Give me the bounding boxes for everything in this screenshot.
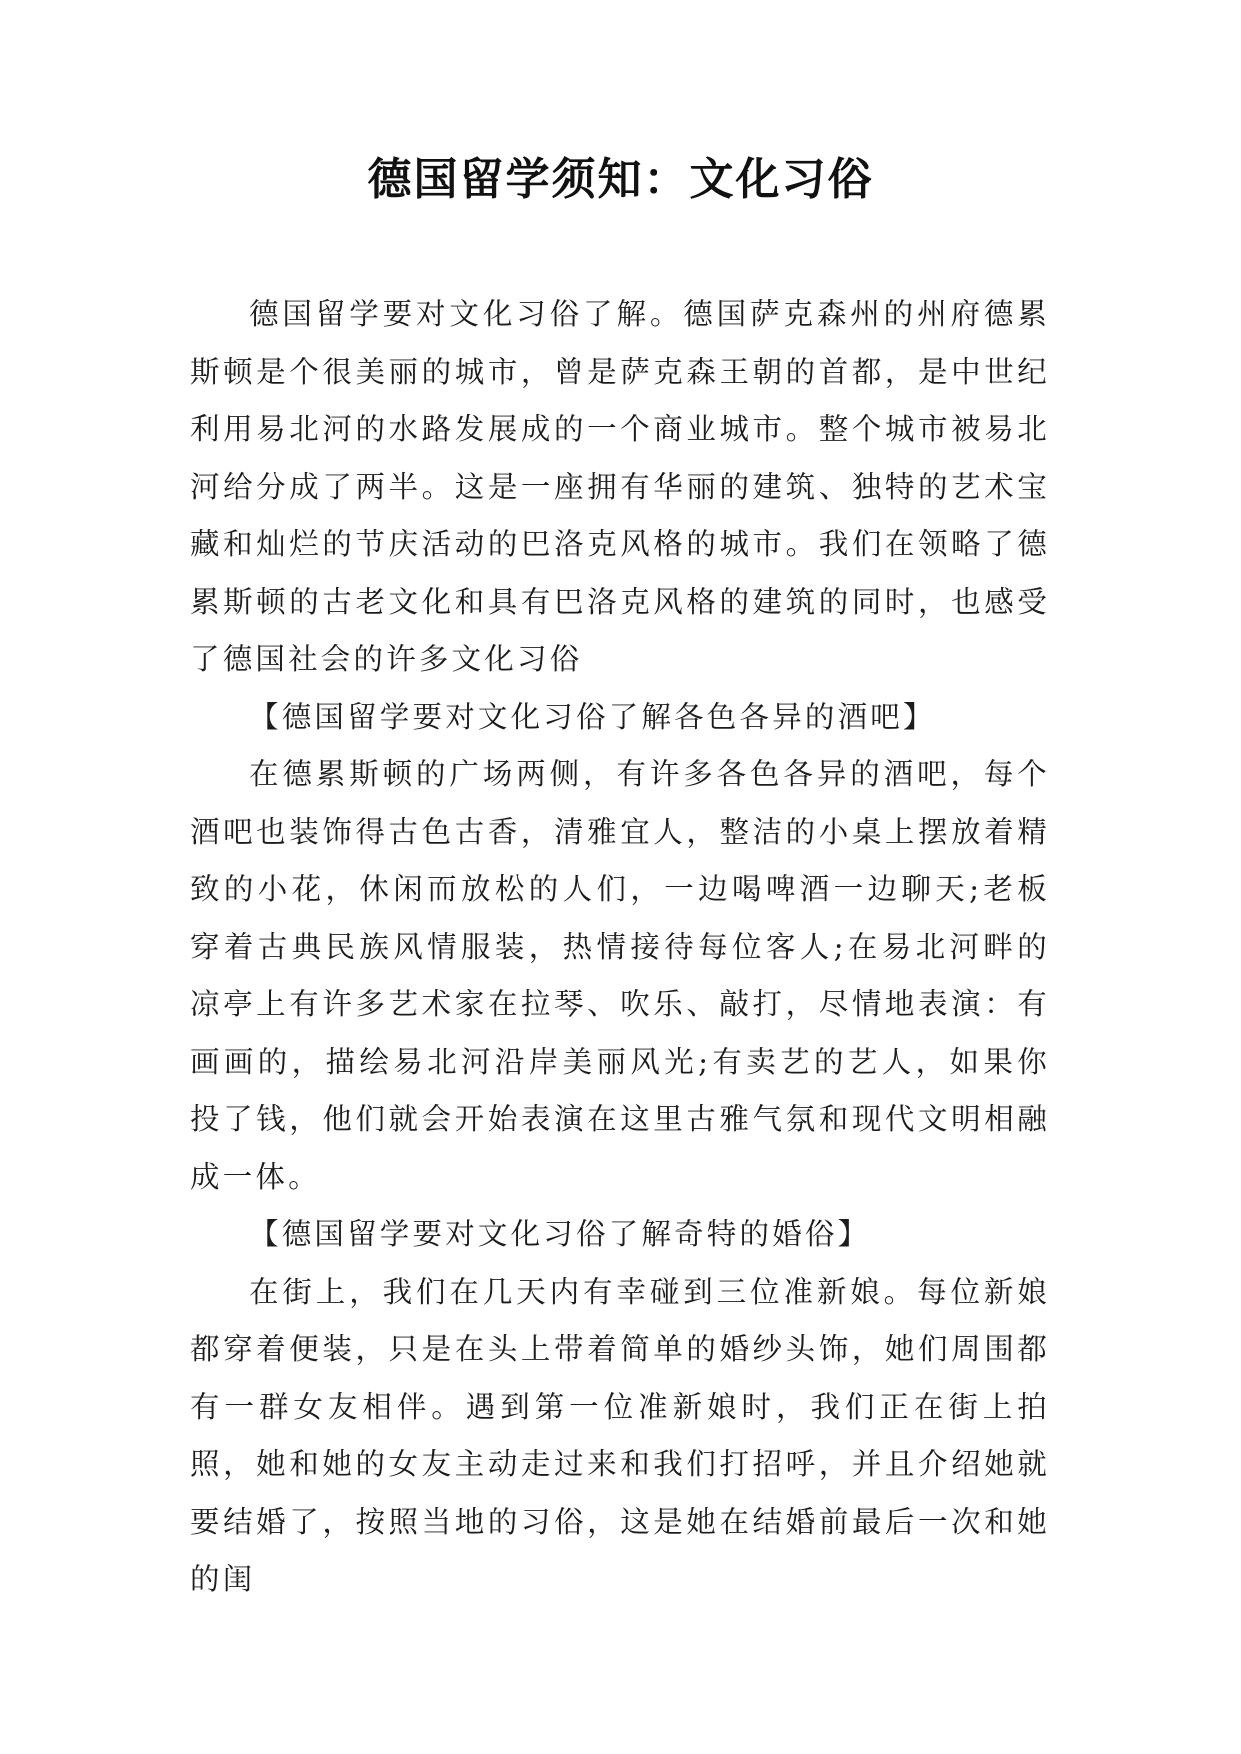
paragraph-intro: 德国留学要对文化习俗了解。德国萨克森州的州府德累斯顿是个很美丽的城市，曾是萨克森王朝的首都，是中世纪利用易北河的水路发展成的一个商业城市。整个城市被易北河给分成了两半。这是一座拥有华丽的建筑、独特的艺术宝藏和灿烂的节庆活动的巴洛克风格的城市。我们在领略了德累斯顿的古老文化和具有巴洛克风格的建筑的同时，也感受了德国社会的许多文化习俗 — [190, 297, 1050, 676]
document-title: 德国留学须知：文化习俗 — [367, 154, 874, 205]
section-heading-bars: 【德国留学要对文化习俗了解各色各异的酒吧】 — [249, 699, 936, 734]
document-body — [190, 286, 1050, 1609]
paragraph-wedding: 在街上，我们在几天内有幸碰到三位准新娘。每位新娘都穿着便装，只是在头上带着简单的婚纱头饰，她们周围都有一群女友相伴。遇到第一位准新娘时，我们正在街上拍照，她和她的女友主动走过来和我们打招呼，并且介绍她就要结婚了，按照当地的习俗，这是她在结婚前最后一次和她的闺 — [190, 1274, 1050, 1596]
section-heading-wedding: 【德国留学要对文化习俗了解奇特的婚俗】 — [249, 1217, 871, 1251]
paragraph-bars: 在德累斯顿的广场两侧，有许多各色各异的酒吧，每个酒吧也装饰得古色古香，清雅宜人，整洁的小桌上摆放着精致的小花，休闲而放松的人们，一边喝啤酒一边聊天;老板穿着古典民族风情服装，热情接待每位客人;在易北河畔的凉亭上有许多艺术家在拉琴、吹乐、敲打，尽情地表演：有画画的，描绘易北河沿岸美丽风光;有卖艺的艺人，如果你投了钱，他们就会开始表演在这里古雅气氛和现代文明相融成一体。 — [190, 757, 1050, 1194]
